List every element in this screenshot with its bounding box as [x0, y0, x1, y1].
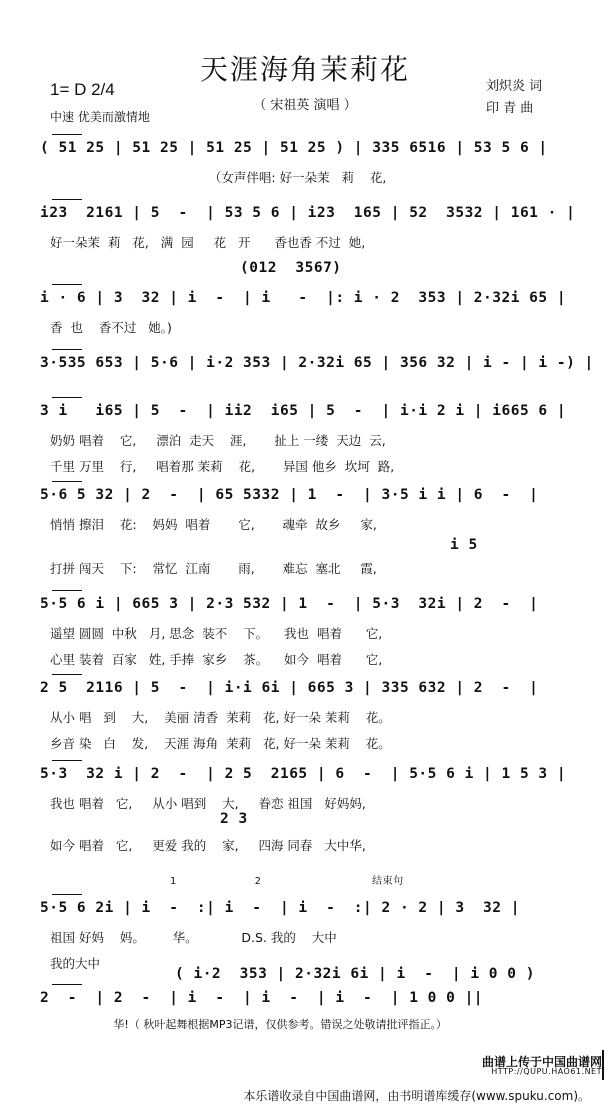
lyric-line: 从小 唱 到 大, 美丽 清香 茉莉 花, 好一朵 茉莉 花。 — [50, 710, 391, 725]
lyric-line: 好一朵茉 莉 花, 满 园 花 开 香也香 不过 她, — [50, 235, 366, 250]
cue-notes: (012 3567) — [240, 260, 342, 276]
lyric-line: 华!（ 秋叶起舞根据MP3记谱，仅供参考。错误之处敬请批评指正。） — [40, 1018, 447, 1031]
slur-line — [52, 199, 82, 200]
slur-line — [52, 590, 82, 591]
lyric-line: 我的大中 — [50, 956, 101, 971]
notation-line: i · 6 | 3 32 | i - | i - |: i · 2 353 | 2·32i 65 | — [40, 290, 567, 306]
notation-line: ( 51 25 | 51 25 | 51 25 | 51 25 ) | 335 6516 | 53 5 6 | — [40, 140, 548, 156]
lyricist: 刘炽炎 词 — [486, 79, 543, 94]
footer-site-cn: 曲谱上传于中国曲谱网 — [481, 1055, 602, 1069]
lyric-line: 遥望 圆圆 中秋 月, 思念 装不 下。 我也 唱着 它, — [50, 626, 383, 641]
slur-line — [52, 894, 82, 895]
tempo-marking: 中速 优美而激情地 — [50, 110, 150, 124]
slur-line — [52, 984, 82, 985]
lyric-line: 悄悄 擦泪 花: 妈妈 唱着 它, 魂牵 故乡 家, — [50, 517, 377, 532]
slur-line — [52, 134, 82, 135]
cue-notes: i 5 — [450, 537, 478, 553]
notation-line: 5·5 6 i | 665 3 | 2·3 532 | 1 - | 5·3 32i | 2 - | — [40, 596, 539, 612]
lyric-line: 千里 万里 行, 唱着那 茉莉 花, 异国 他乡 坎坷 路, — [50, 459, 395, 474]
slur-line — [52, 760, 82, 761]
slur-line — [52, 397, 82, 398]
notation-line: i23 2161 | 5 - | 53 5 6 | i23 165 | 52 3532 | 161 · | — [40, 205, 576, 221]
cue-notes: 2 3 — [220, 811, 248, 827]
lyric-line: 心里 装着 百家 姓, 手捧 家乡 茶。 如今 唱着 它, — [50, 652, 383, 667]
notation-line: 2 5 2116 | 5 - | i·i 6i | 665 3 | 335 632 | 2 - | — [40, 680, 539, 696]
lyric-line: 香 也 香不过 她。) — [50, 320, 172, 335]
notation-line: 5·6 5 32 | 2 - | 65 5332 | 1 - | 3·5 i i | 6 - | — [40, 487, 539, 503]
page-title: 天涯海角茉莉花 — [199, 53, 410, 86]
cue-notes: ( i·2 353 | 2·32i 6i | i - | i 0 0 ) — [175, 966, 535, 982]
lyric-line: 我也 唱着 它, 从小 唱到 大, 眷恋 祖国 好妈妈, — [50, 796, 366, 811]
lyric-line: （女声伴唱: 好一朵茉 莉 花, — [50, 170, 387, 185]
cue-notes: 1 2 结束句 — [170, 876, 404, 887]
footer-credit: 本乐谱收录自中国曲谱网，由书明谱库缓存(www.spuku.com)。 — [243, 1089, 590, 1103]
lyric-line: 祖国 好妈 妈。 华。 D.S. 我的 大中 — [50, 930, 337, 945]
slur-line — [52, 284, 82, 285]
notation-line: 5·3 32 i | 2 - | 2 5 2165 | 6 - | 5·5 6 i | 1 5 3 | — [40, 766, 567, 782]
slur-line — [52, 674, 82, 675]
lyric-line: 奶奶 唱着 它, 漂泊 走天 涯, 扯上 一缕 天边 云, — [50, 433, 386, 448]
notation-line: 2 - | 2 - | i - | i - | i - | 1 0 0 || — [40, 990, 484, 1006]
slur-line — [52, 481, 82, 482]
lyric-line: 乡音 染 白 发, 天涯 海角 茉莉 花, 好一朵 茉莉 花。 — [50, 736, 391, 751]
notation-line: 3 i i65 | 5 - | ii2 i65 | 5 - | i·i 2 i | i665 6 | — [40, 403, 567, 419]
singer-credit: （ 宋祖英 演唱 ） — [253, 98, 357, 113]
notation-line: 3·535 653 | 5·6 | i·2 353 | 2·32i 65 | 356 32 | i - | i -) | — [40, 355, 594, 371]
lyric-line: 如今 唱着 它, 更爱 我的 家, 四海 同春 大中华, — [50, 838, 366, 853]
lyric-line: 打拼 闯天 下: 常忆 江南 雨, 难忘 塞北 霞, — [50, 561, 377, 576]
key-signature: 1= D 2/4 — [50, 80, 115, 99]
credits — [486, 76, 542, 120]
composer: 印 青 曲 — [486, 101, 534, 116]
slur-line — [52, 349, 82, 350]
notation-line: 5·5 6 2i | i - :| i - | i - :| 2 · 2 | 3 32 | — [40, 900, 520, 916]
footer-site-url: HTTP://QUPU.HAO61.NET — [491, 1067, 602, 1076]
